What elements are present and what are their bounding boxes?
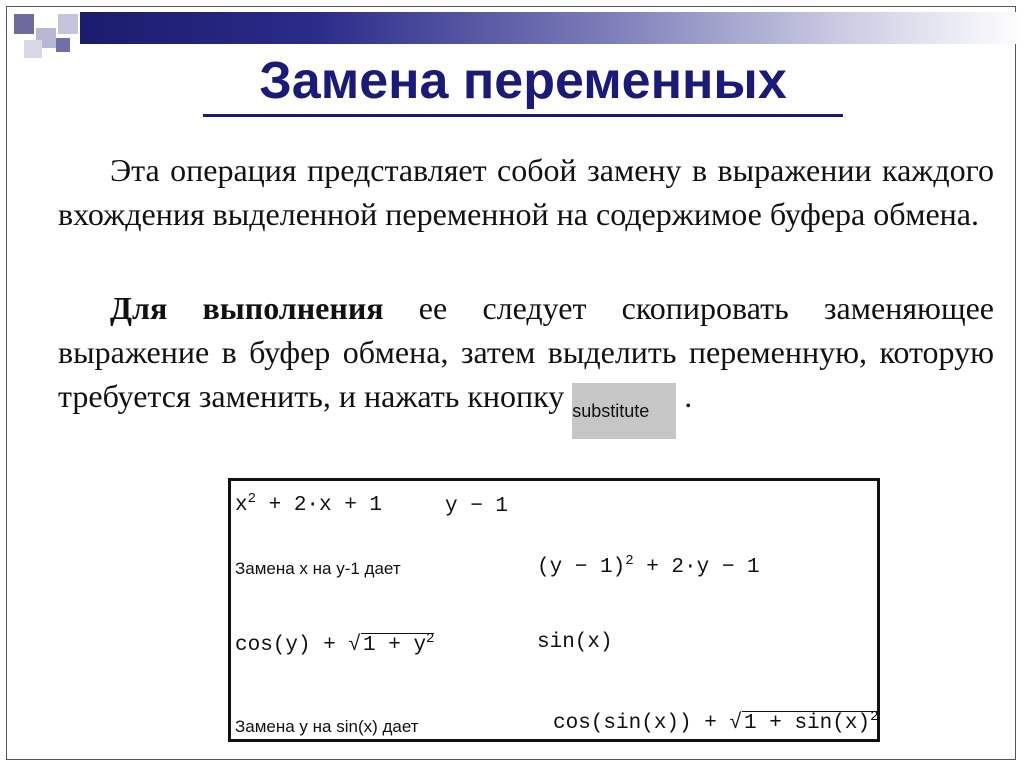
substitute-button[interactable]: substitute — [572, 383, 676, 439]
paragraph-1-text: Эта операция представляет собой замену в выражении каждого вхождения выделенной переменной на содержимое буфера обмена. — [58, 152, 994, 232]
row2-label: Замена x на y-1 дает — [235, 559, 401, 578]
row2-expression: $(y - 1)^2 + 2\cdot y - 1$ — [537, 553, 760, 579]
decor-square — [58, 14, 78, 34]
row1-expression-a: $x^2 + 2\cdot x + 1$ — [235, 491, 383, 517]
decor-square — [24, 40, 42, 58]
row4-label: Замена y на sin(x) дает — [235, 717, 419, 736]
decor-square — [14, 14, 34, 34]
row1-expression-b: y − 1 — [445, 495, 509, 518]
paragraph-2-bold: Для выполнения — [110, 290, 384, 326]
row3-expression-a: $\cos(y) + √1 + y^2$ — [235, 631, 435, 657]
header-band — [80, 12, 1024, 44]
decor-square — [56, 38, 70, 52]
row3-expression-b: sin(x) — [537, 631, 613, 654]
row4-expression: $\cos(\sin(x)) + √1 + \sin(x)^2$ — [553, 709, 879, 735]
example-worksheet — [228, 478, 880, 742]
paragraph-2-end: . — [684, 378, 693, 414]
paragraph-1 — [58, 148, 994, 236]
paragraph-2 — [58, 286, 994, 439]
paragraph-2-text: ее следует скопировать заменяющее выражение в буфер обмена, затем выделить переменную, которую требуется заменить, и нажать кнопку — [58, 290, 995, 414]
slide-title: Замена переменных — [203, 48, 843, 117]
